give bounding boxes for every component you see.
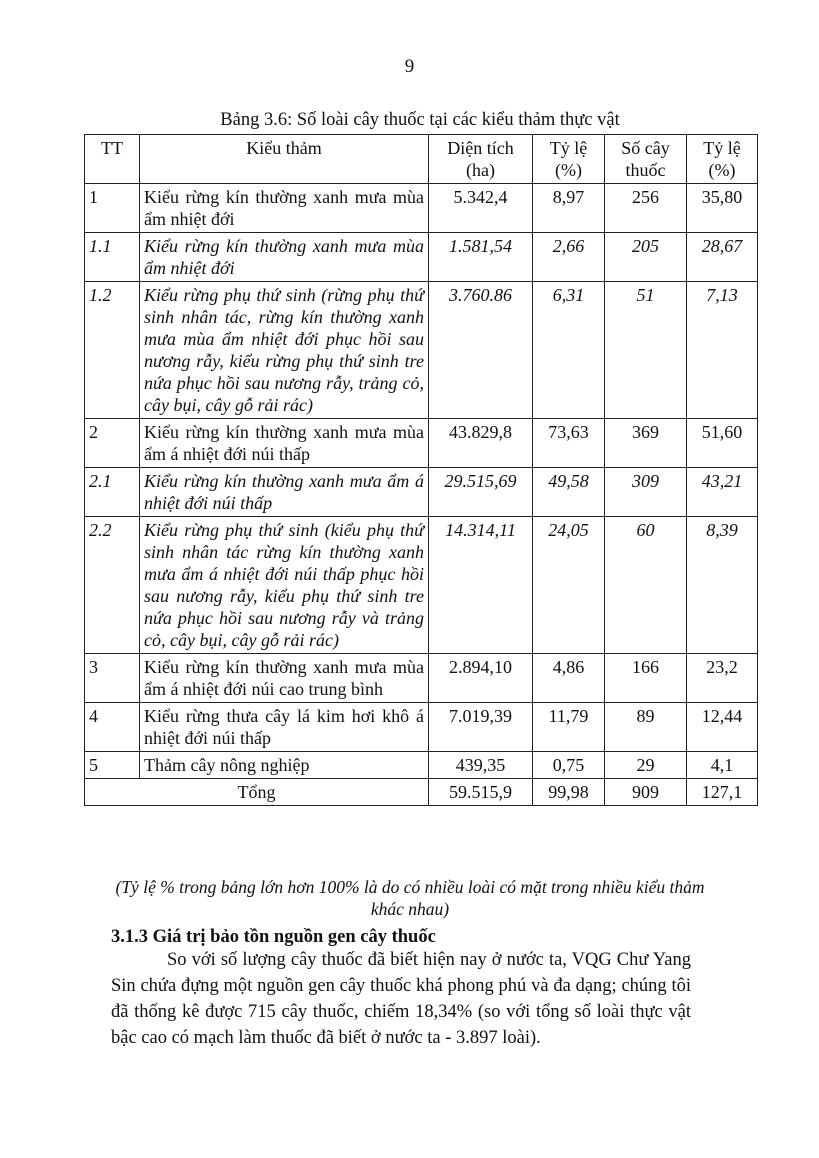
cell-kieu-tham: Kiểu rừng kín thường xanh mưa mùa ẩm nhiệt đới	[140, 233, 429, 282]
cell-tt: 4	[85, 703, 140, 752]
cell-total-dien-tich: 59.515,9	[429, 779, 533, 806]
cell-ty-le-1: 49,58	[533, 468, 605, 517]
cell-kieu-tham: Kiểu rừng phụ thứ sinh (kiểu phụ thứ sinh nhân tác rừng kín thường xanh mưa ẩm á nhiệt đới núi thấp phục hồi sau nương rẫy, kiểu phụ thứ sinh tre nứa phục hồi sau nương rẫy và trảng cỏ, cây bụi, cây gỗ rải rác)	[140, 517, 429, 654]
table-row	[85, 282, 758, 419]
cell-tt: 3	[85, 654, 140, 703]
cell-so-cay-thuoc: 51	[605, 282, 687, 419]
cell-ty-le-1: 8,97	[533, 184, 605, 233]
cell-so-cay-thuoc: 205	[605, 233, 687, 282]
table-row	[85, 654, 758, 703]
cell-tt: 1.1	[85, 233, 140, 282]
cell-kieu-tham: Kiểu rừng kín thường xanh mưa ẩm á nhiệt đới núi thấp	[140, 468, 429, 517]
cell-total-so-cay-thuoc: 909	[605, 779, 687, 806]
cell-kieu-tham: Kiểu rừng kín thường xanh mưa mùa ẩm á nhiệt đới núi cao trung bình	[140, 654, 429, 703]
cell-dien-tich: 3.760.86	[429, 282, 533, 419]
cell-dien-tich: 439,35	[429, 752, 533, 779]
cell-ty-le-2: 8,39	[687, 517, 758, 654]
table-row	[85, 419, 758, 468]
cell-tt: 2	[85, 419, 140, 468]
cell-ty-le-1: 4,86	[533, 654, 605, 703]
cell-ty-le-1: 2,66	[533, 233, 605, 282]
cell-ty-le-2: 4,1	[687, 752, 758, 779]
cell-ty-le-1: 0,75	[533, 752, 605, 779]
table-header-row	[85, 135, 758, 184]
body-paragraph: So với số lượng cây thuốc đã biết hiện nay ở nước ta, VQG Chư Yang Sin chứa đựng một nguồn gen cây thuốc khá phong phú và đa dạng; chúng tôi đã thống kê được 715 cây thuốc, chiếm 18,34% (so với tổng số loài thực vật bậc cao có mạch làm thuốc đã biết ở nước ta - 3.897 loài).	[111, 950, 691, 1048]
cell-kieu-tham: Kiểu rừng phụ thứ sinh (rừng phụ thứ sinh nhân tác, rừng kín thường xanh mưa mùa ẩm nhiệt đới phục hồi sau nương rẫy, kiểu rừng phụ thứ sinh tre nứa phục hồi sau nương rẫy, trảng cỏ, cây bụi, cây gỗ rải rác)	[140, 282, 429, 419]
cell-tt: 2.1	[85, 468, 140, 517]
cell-ty-le-2: 28,67	[687, 233, 758, 282]
cell-so-cay-thuoc: 60	[605, 517, 687, 654]
cell-kieu-tham: Kiểu rừng kín thường xanh mưa mùa ẩm nhiệt đới	[140, 184, 429, 233]
cell-ty-le-2: 12,44	[687, 703, 758, 752]
table-caption: Bảng 3.6: Số loài cây thuốc tại các kiểu thảm thực vật	[220, 110, 620, 130]
cell-dien-tich: 43.829,8	[429, 419, 533, 468]
table-total-row	[85, 779, 758, 806]
cell-dien-tich: 2.894,10	[429, 654, 533, 703]
cell-ty-le-2: 7,13	[687, 282, 758, 419]
header-kieu-tham: Kiểu thảm	[140, 135, 429, 184]
cell-so-cay-thuoc: 256	[605, 184, 687, 233]
cell-ty-le-1: 24,05	[533, 517, 605, 654]
cell-kieu-tham: Kiểu rừng thưa cây lá kim hơi khô á nhiệt đới núi thấp	[140, 703, 429, 752]
cell-tt: 2.2	[85, 517, 140, 654]
cell-ty-le-2: 23,2	[687, 654, 758, 703]
cell-so-cay-thuoc: 29	[605, 752, 687, 779]
cell-total-ty-le-1: 99,98	[533, 779, 605, 806]
cell-dien-tich: 1.581,54	[429, 233, 533, 282]
cell-so-cay-thuoc: 369	[605, 419, 687, 468]
cell-kieu-tham: Thảm cây nông nghiệp	[140, 752, 429, 779]
table-row	[85, 184, 758, 233]
header-so-cay-thuoc: Số cây thuốc	[605, 135, 687, 184]
table-row	[85, 233, 758, 282]
table-note: (Tỷ lệ % trong bảng lớn hơn 100% là do có nhiều loài có mặt trong nhiều kiểu thảm khác nhau)	[115, 877, 705, 919]
cell-kieu-tham: Kiểu rừng kín thường xanh mưa mùa ẩm á nhiệt đới núi thấp	[140, 419, 429, 468]
cell-ty-le-1: 11,79	[533, 703, 605, 752]
cell-ty-le-2: 43,21	[687, 468, 758, 517]
page-number: 9	[404, 56, 415, 77]
table-row	[85, 752, 758, 779]
cell-dien-tich: 7.019,39	[429, 703, 533, 752]
cell-ty-le-2: 51,60	[687, 419, 758, 468]
cell-dien-tich: 5.342,4	[429, 184, 533, 233]
cell-ty-le-1: 6,31	[533, 282, 605, 419]
vegetation-table	[84, 134, 758, 806]
cell-tt: 1.2	[85, 282, 140, 419]
cell-ty-le-1: 73,63	[533, 419, 605, 468]
cell-dien-tich: 14.314,11	[429, 517, 533, 654]
header-tt: TT	[85, 135, 140, 184]
cell-so-cay-thuoc: 309	[605, 468, 687, 517]
cell-tt: 1	[85, 184, 140, 233]
cell-so-cay-thuoc: 89	[605, 703, 687, 752]
header-dien-tich: Diện tích (ha)	[429, 135, 533, 184]
table-row	[85, 517, 758, 654]
section-heading: 3.1.3 Giá trị bảo tồn nguồn gen cây thuốc	[111, 927, 436, 947]
header-ty-le-2: Tỷ lệ (%)	[687, 135, 758, 184]
cell-ty-le-2: 35,80	[687, 184, 758, 233]
cell-dien-tich: 29.515,69	[429, 468, 533, 517]
cell-so-cay-thuoc: 166	[605, 654, 687, 703]
header-ty-le-1: Tỷ lệ (%)	[533, 135, 605, 184]
cell-total-ty-le-2: 127,1	[687, 779, 758, 806]
table-row	[85, 468, 758, 517]
cell-tt: 5	[85, 752, 140, 779]
table-row	[85, 703, 758, 752]
cell-total-label: Tổng	[85, 779, 429, 806]
